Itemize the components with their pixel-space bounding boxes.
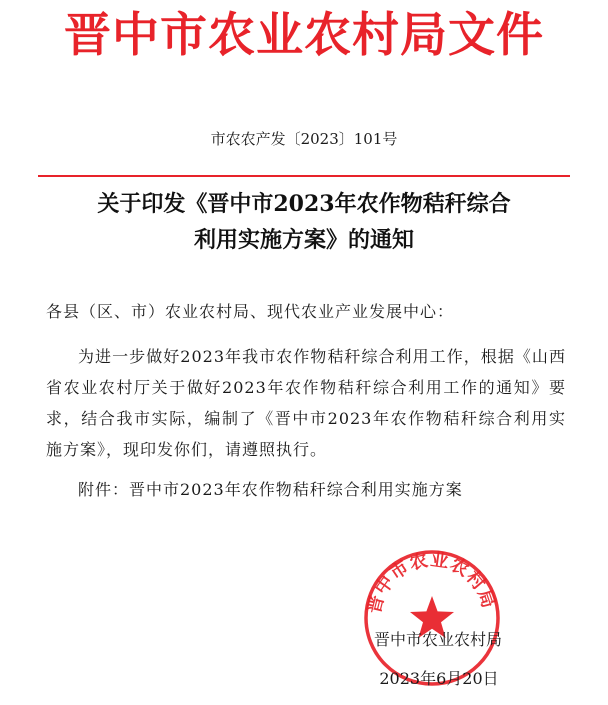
salutation: 各县（区、市）农业农村局、现代农业产业发展中心：	[46, 302, 455, 321]
document-number: 市农农产发〔2023〕101号	[210, 130, 398, 148]
document-header-title: 晋中市农业农村局文件	[64, 8, 544, 63]
document-body	[46, 296, 566, 505]
document-title-line-1: 关于印发《晋中市2023年农作物秸秆综合	[97, 191, 511, 217]
body-paragraph: 为进一步做好2023年我市农作物秸秆综合利用工作，根据《山西省农业农村厅关于做好2023年农作物秸秆综合利用工作的通知》要求，结合我市实际，编制了《晋中市2023年农作物秸秆综合利用实施方案》，现印发你们，请遵照执行。	[46, 347, 566, 459]
document-title-line-2: 利用实施方案》的通知	[193, 227, 414, 253]
document-title	[30, 186, 578, 258]
attachment-line: 附件：晋中市2023年农作物秸秆综合利用实施方案	[78, 480, 463, 499]
issuer-signature: 晋中市农业农村局	[373, 630, 502, 649]
red-divider-line	[38, 175, 570, 177]
seal-ring-text: 晋中市农业农村局	[363, 549, 500, 616]
issue-date: 2023年6月20日	[379, 669, 499, 688]
